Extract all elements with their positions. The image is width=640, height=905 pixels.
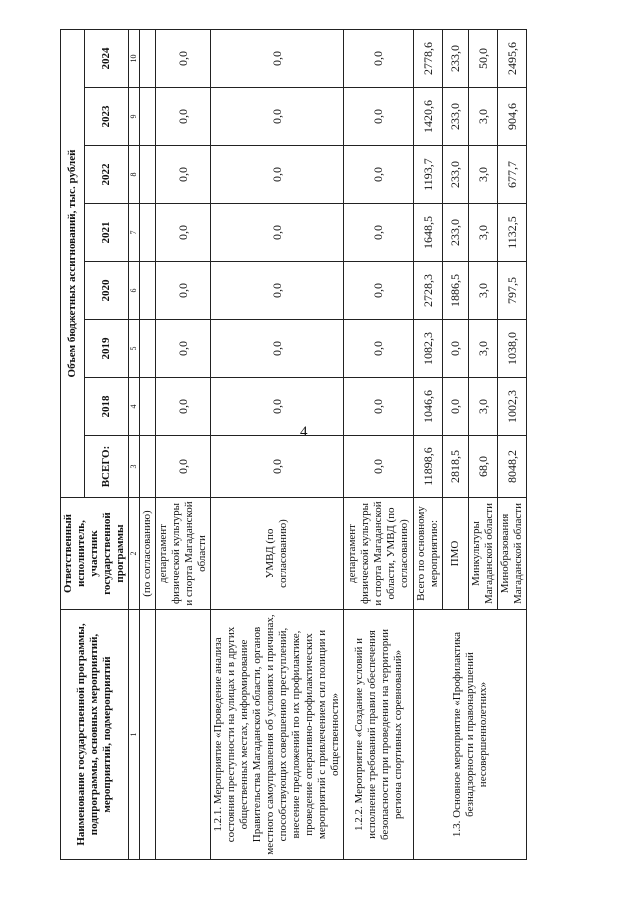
value-cell: 1038,0 [498, 320, 527, 378]
value-cell: 0,0 [211, 378, 344, 436]
value-cell [140, 146, 156, 204]
index-cell: 9 [129, 88, 140, 146]
value-cell: 3,0 [469, 204, 498, 262]
value-cell: 233,0 [443, 88, 469, 146]
value-cell: 0,0 [344, 29, 414, 87]
value-cell: 1420,6 [414, 88, 443, 146]
value-cell: 233,0 [443, 204, 469, 262]
value-cell: 233,0 [443, 146, 469, 204]
header-name: Наименование государственной программы, подпрограммы, основных мероприятий, мероприятий, подмероприятий [61, 610, 129, 860]
value-cell: 1082,3 [414, 320, 443, 378]
value-cell: 8048,2 [498, 436, 527, 498]
budget-table [60, 29, 527, 860]
value-cell: 797,5 [498, 262, 527, 320]
value-cell: 0,0 [211, 320, 344, 378]
row-executor: Всего по основному мероприятию: [414, 498, 443, 610]
value-cell: 0,0 [344, 88, 414, 146]
row-name [156, 610, 211, 860]
row-executor: Минобразования Магаданской области [498, 498, 527, 610]
value-cell: 1648,5 [414, 204, 443, 262]
value-cell: 0,0 [443, 378, 469, 436]
value-cell: 1002,3 [498, 378, 527, 436]
value-cell: 2495,6 [498, 29, 527, 87]
row-executor: (по согласованию) [140, 498, 156, 610]
rotated-table-wrapper [60, 30, 524, 860]
value-cell: 3,0 [469, 88, 498, 146]
table-row [344, 29, 414, 859]
table-row [414, 29, 443, 859]
value-cell: 0,0 [156, 29, 211, 87]
value-cell: 1886,5 [443, 262, 469, 320]
value-cell: 3,0 [469, 378, 498, 436]
value-cell: 0,0 [211, 88, 344, 146]
value-cell: 1193,7 [414, 146, 443, 204]
value-cell: 0,0 [211, 262, 344, 320]
value-cell: 0,0 [211, 204, 344, 262]
value-cell: 2778,6 [414, 29, 443, 87]
index-cell: 3 [129, 436, 140, 498]
value-cell: 1132,5 [498, 204, 527, 262]
index-cell: 7 [129, 204, 140, 262]
row-executor: департамент физической культуры и спорта Магаданской области, УМВД (по согласованию) [344, 498, 414, 610]
value-cell: 3,0 [469, 320, 498, 378]
value-cell: 3,0 [469, 262, 498, 320]
value-cell [140, 436, 156, 498]
table-row [140, 29, 156, 859]
value-cell: 50,0 [469, 29, 498, 87]
value-cell: 2728,3 [414, 262, 443, 320]
value-cell: 0,0 [211, 436, 344, 498]
row-executor: Минкультуры Магаданской области [469, 498, 498, 610]
header-year: 2023 [85, 88, 129, 146]
header-year: 2018 [85, 378, 129, 436]
header-year: 2022 [85, 146, 129, 204]
value-cell: 0,0 [156, 320, 211, 378]
value-cell: 0,0 [156, 378, 211, 436]
table-row [211, 29, 344, 859]
index-cell: 5 [129, 320, 140, 378]
index-cell: 6 [129, 262, 140, 320]
value-cell: 1046,6 [414, 378, 443, 436]
index-cell: 8 [129, 146, 140, 204]
row-executor: ПМО [443, 498, 469, 610]
index-cell: 1 [129, 610, 140, 860]
value-cell: 68,0 [469, 436, 498, 498]
value-cell: 0,0 [211, 29, 344, 87]
row-executor: УМВД (по согласованию) [211, 498, 344, 610]
row-name: 1.2.1. Мероприятие «Проведение анализа состояния преступности на улицах и в других общественных местах, информирование Правительства Магаданской области, органов местного самоуправления об условиях и причинах, способствующих совершению преступлений, внесение предложений по их профилактике, проведение оперативно-профилактических мероприятий с привлечением сил полиции и общественности» [211, 610, 344, 860]
index-cell: 4 [129, 378, 140, 436]
header-year: 2021 [85, 204, 129, 262]
group-name: 1.3. Основное мероприятие «Профилактика безнадзорности и правонарушений несовершеннолетних» [414, 610, 527, 860]
header-year: 2024 [85, 29, 129, 87]
header-executor: Ответственный исполнитель, участник государственной программы [61, 498, 129, 610]
index-row [129, 29, 140, 859]
value-cell: 233,0 [443, 29, 469, 87]
value-cell: 904,6 [498, 88, 527, 146]
value-cell: 0,0 [156, 436, 211, 498]
index-cell: 10 [129, 29, 140, 87]
value-cell [140, 320, 156, 378]
value-cell: 0,0 [344, 204, 414, 262]
value-cell [140, 88, 156, 146]
value-cell: 0,0 [344, 146, 414, 204]
header-budget: Объем бюджетных ассигнований, тыс. рублей [61, 29, 85, 497]
value-cell: 0,0 [156, 146, 211, 204]
row-name [140, 610, 156, 860]
header-year: 2020 [85, 262, 129, 320]
value-cell: 0,0 [344, 436, 414, 498]
value-cell: 2818,5 [443, 436, 469, 498]
value-cell: 3,0 [469, 146, 498, 204]
value-cell: 0,0 [344, 378, 414, 436]
value-cell [140, 204, 156, 262]
value-cell: 677,7 [498, 146, 527, 204]
value-cell [140, 262, 156, 320]
row-executor: департамент физической культуры и спорта Магаданской области [156, 498, 211, 610]
value-cell [140, 378, 156, 436]
header-year: 2019 [85, 320, 129, 378]
index-cell: 2 [129, 498, 140, 610]
value-cell [140, 29, 156, 87]
value-cell: 0,0 [156, 262, 211, 320]
table-row [156, 29, 211, 859]
value-cell: 0,0 [156, 88, 211, 146]
value-cell: 0,0 [156, 204, 211, 262]
row-name: 1.2.2. Мероприятие «Создание условий и исполнение требований правил обеспечения безопасности при проведении на территории региона спортивных соревнований» [344, 610, 414, 860]
header-total: ВСЕГО: [85, 436, 129, 498]
page-number: 4 [300, 424, 308, 440]
value-cell: 0,0 [443, 320, 469, 378]
value-cell: 0,0 [344, 320, 414, 378]
value-cell: 11898,6 [414, 436, 443, 498]
value-cell: 0,0 [211, 146, 344, 204]
value-cell: 0,0 [344, 262, 414, 320]
